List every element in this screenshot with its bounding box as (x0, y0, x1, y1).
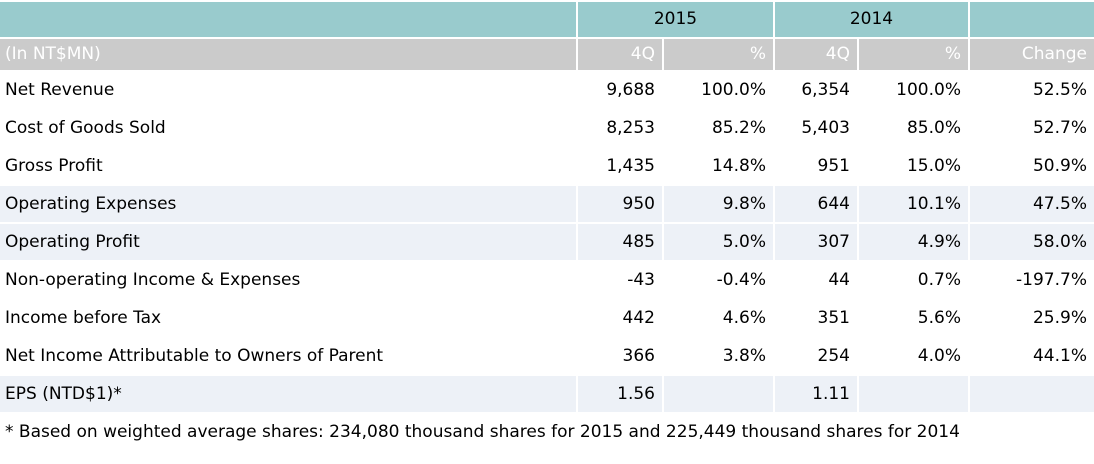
column-header-pct-2014: % (859, 39, 968, 70)
cell-value: 485 (578, 224, 662, 260)
cell-value: 1,435 (606, 155, 655, 176)
cell-value: 442 (622, 307, 655, 328)
column-header-change: Change (970, 39, 1094, 70)
row-label: Net Revenue (5, 79, 115, 100)
cell-value: 9.8% (664, 186, 773, 222)
cell-value (859, 376, 968, 412)
cell-value: 58.0% (970, 224, 1094, 260)
cell-value: 0.7% (917, 269, 961, 290)
row-label: Operating Profit (0, 224, 576, 260)
cell-value: 100.0% (701, 79, 766, 100)
table-corner-cell (0, 2, 576, 37)
cell-value: 4.9% (859, 224, 968, 260)
cell-value: 366 (622, 345, 655, 366)
cell-value: 50.9% (1032, 155, 1087, 176)
cell-value: 25.9% (1032, 307, 1087, 328)
cell-value: 4.6% (722, 307, 766, 328)
year-header-2015: 2015 (578, 2, 773, 37)
cell-value: 6,354 (801, 79, 850, 100)
year-header-2014: 2014 (775, 2, 968, 37)
column-header-4q-2015: 4Q (578, 39, 662, 70)
change-header-spacer (970, 2, 1094, 37)
cell-value: 5,403 (801, 117, 850, 138)
row-label: Cost of Goods Sold (5, 117, 166, 138)
column-header-pct-2015: % (664, 39, 773, 70)
cell-value: 47.5% (970, 186, 1094, 222)
cell-value: 351 (817, 307, 850, 328)
results-table (0, 2, 1094, 412)
row-label: Operating Expenses (0, 186, 576, 222)
cell-value: 52.5% (1032, 79, 1087, 100)
cell-value: 951 (817, 155, 850, 176)
cell-value (970, 376, 1094, 412)
cell-value: 85.2% (711, 117, 766, 138)
footnote: * Based on weighted average shares: 234,080 thousand shares for 2015 and 225,449 thousand shares for 2014 (5, 422, 960, 442)
cell-value: 14.8% (711, 155, 766, 176)
cell-value: -0.4% (716, 269, 766, 290)
cell-value: 85.0% (906, 117, 961, 138)
row-label: Gross Profit (5, 155, 103, 176)
cell-value: 44 (828, 269, 850, 290)
row-label: EPS (NTD$1)* (0, 376, 576, 412)
row-label: Net Income Attributable to Owners of Parent (5, 345, 384, 366)
column-header-4q-2014: 4Q (775, 39, 857, 70)
cell-value: 644 (775, 186, 857, 222)
cell-value: 950 (578, 186, 662, 222)
cell-value: 52.7% (1032, 117, 1087, 138)
cell-value: 5.0% (664, 224, 773, 260)
cell-value: 15.0% (906, 155, 961, 176)
cell-value: 307 (775, 224, 857, 260)
cell-value: 8,253 (606, 117, 655, 138)
unit-label: (In NT$MN) (0, 39, 576, 70)
cell-value: 44.1% (1032, 345, 1087, 366)
cell-value: 3.8% (722, 345, 766, 366)
cell-value: 9,688 (606, 79, 655, 100)
cell-value: -43 (627, 269, 655, 290)
cell-value: 10.1% (859, 186, 968, 222)
cell-value: 100.0% (896, 79, 961, 100)
cell-value: 5.6% (917, 307, 961, 328)
cell-value: 4.0% (917, 345, 961, 366)
cell-value: -197.7% (1016, 269, 1087, 290)
row-label: Income before Tax (5, 307, 162, 328)
cell-value: 1.56 (578, 376, 662, 412)
cell-value: 254 (817, 345, 850, 366)
cell-value (664, 376, 773, 412)
row-label: Non-operating Income & Expenses (5, 269, 301, 290)
cell-value: 1.11 (775, 376, 857, 412)
